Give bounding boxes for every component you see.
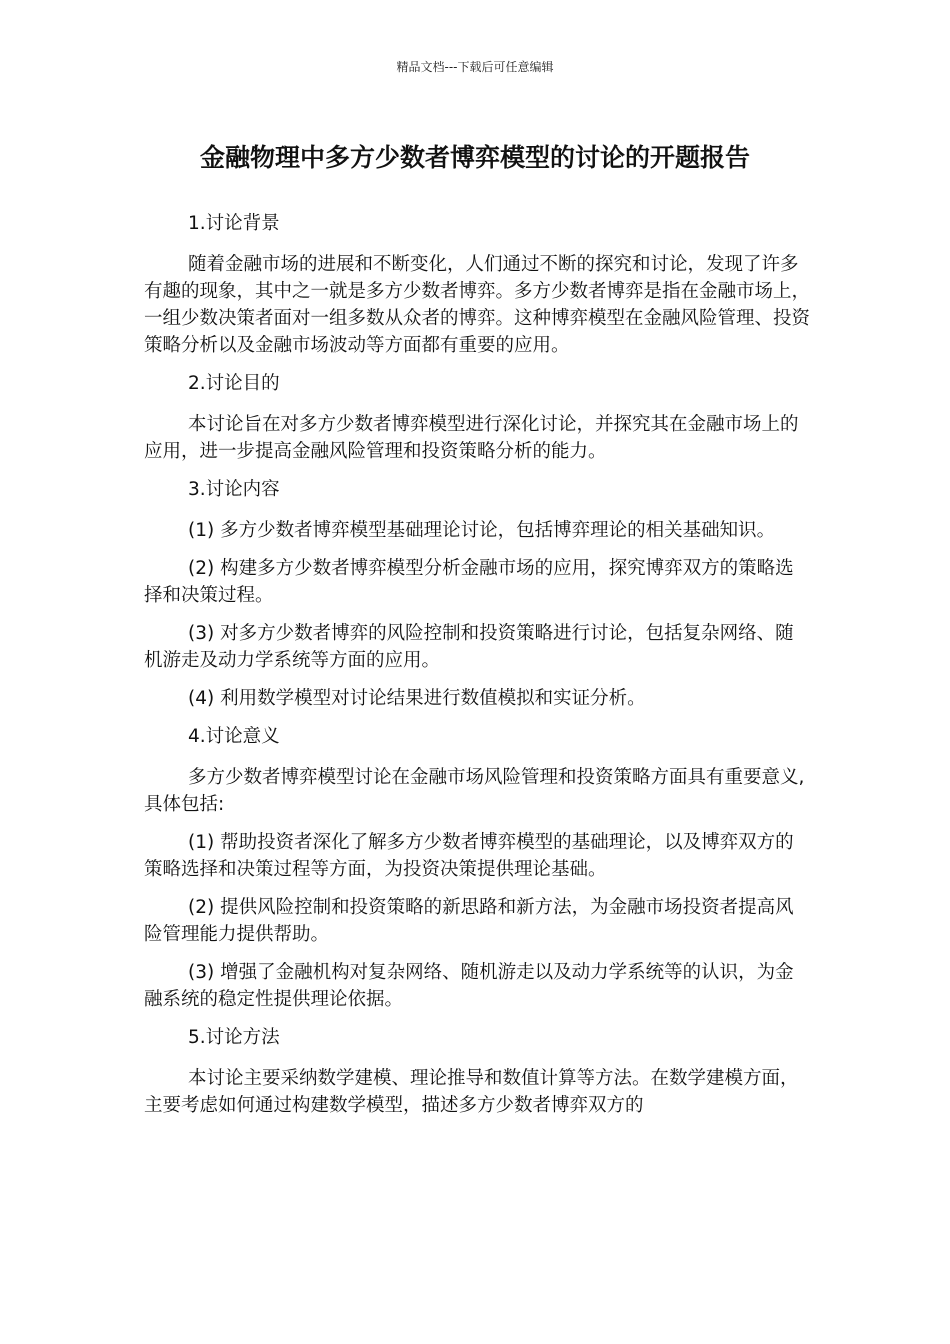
section-heading-method: 5.讨论方法 <box>188 1027 280 1048</box>
paragraph-background: 随着金融市场的进展和不断变化，人们通过不断的探究和讨论，发现了许多有趣的现象，其中之一就是多方少数者博弈。多方少数者博弈是指在金融市场上，一组少数决策者面对一组多数从众者的博弈。这种博弈模型在金融风险管理、投资策略分析以及金融市场波动等方面都有重要的应用。 <box>144 254 811 356</box>
document-body <box>144 210 812 1130</box>
content-item-1: (1) 多方少数者博弈模型基础理论讨论，包括博弈理论的相关基础知识。 <box>188 520 776 541</box>
section-heading-purpose: 2.讨论目的 <box>188 373 280 394</box>
document-title: 金融物理中多方少数者博弈模型的讨论的开题报告 <box>199 143 750 172</box>
content-item-4: (4) 利用数学模型对讨论结果进行数值模拟和实证分析。 <box>188 688 646 709</box>
significance-item-1: (1) 帮助投资者深化了解多方少数者博弈模型的基础理论，以及博弈双方的策略选择和决策过程等方面，为投资决策提供理论基础。 <box>144 832 794 880</box>
section-heading-significance: 4.讨论意义 <box>188 726 280 747</box>
paragraph-significance-intro: 多方少数者博弈模型讨论在金融市场风险管理和投资策略方面具有重要意义, 具体包括: <box>144 767 805 815</box>
significance-item-3: (3) 增强了金融机构对复杂网络、随机游走以及动力学系统等的认识，为金融系统的稳定性提供理论依据。 <box>144 962 794 1010</box>
section-heading-content: 3.讨论内容 <box>188 479 280 500</box>
header-note: 精品文档---下载后可任意编辑 <box>396 60 554 74</box>
paragraph-method: 本讨论主要采纳数学建模、理论推导和数值计算等方法。在数学建模方面，主要考虑如何通过构建数学模型，描述多方少数者博弈双方的 <box>144 1068 799 1116</box>
section-heading-background: 1.讨论背景 <box>188 213 280 234</box>
significance-item-2: (2) 提供风险控制和投资策略的新思路和新方法，为金融市场投资者提高风险管理能力提供帮助。 <box>144 897 794 945</box>
paragraph-purpose: 本讨论旨在对多方少数者博弈模型进行深化讨论，并探究其在金融市场上的应用，进一步提高金融风险管理和投资策略分析的能力。 <box>144 414 799 462</box>
content-item-3: (3) 对多方少数者博弈的风险控制和投资策略进行讨论，包括复杂网络、随机游走及动力学系统等方面的应用。 <box>144 623 794 671</box>
content-item-2: (2) 构建多方少数者博弈模型分析金融市场的应用，探究博弈双方的策略选择和决策过程。 <box>144 558 794 606</box>
